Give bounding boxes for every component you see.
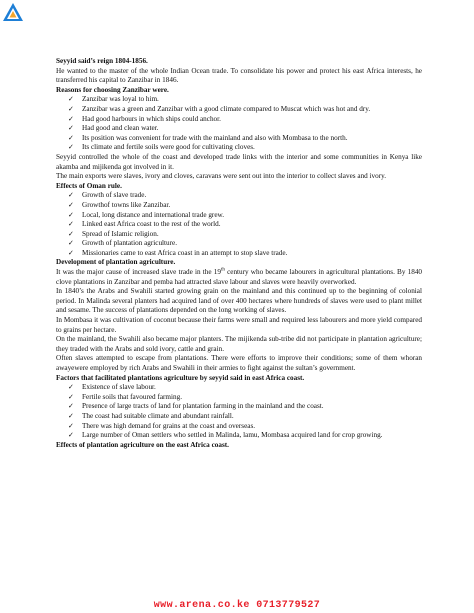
document-body xyxy=(56,57,422,450)
paragraph: In 1840’s the Arabs and Swahili started growing grain on the mainland and this continued up to the beginning of colonial period. In Malinda several planters had acquired land of over 400 hectares where hundreds of slaves were used to plant millet and sesame. The success of plantations depended on the long working of slaves. xyxy=(56,287,422,315)
paragraph: Seyyid controlled the whole of the coast and developed trade links with the interior and some communities in Kenya like akamba and mijikenda got involved in it. xyxy=(56,152,422,171)
checkmark-icon: ✓ xyxy=(68,239,74,248)
checkmark-icon: ✓ xyxy=(68,411,74,420)
paragraph: On the mainland, the Swahili also became major planters. The mijikenda sub-tribe did not participate in plantation agriculture; they traded with the Arabs and sold ivory, cattle and grain. xyxy=(56,335,422,353)
checkmark-icon: ✓ xyxy=(68,191,74,200)
checkmark-icon: ✓ xyxy=(68,431,74,440)
list-item xyxy=(68,124,422,134)
checkmark-icon: ✓ xyxy=(68,220,74,229)
paragraph-after: century who became labourers in agricultural plantations. By 1840 clove plantations in Zanzibar and pemba had attracted slave labour and slaves were heavily overworked. xyxy=(56,268,423,286)
list-item-text: Large number of Oman settlers who settled in Malinda, lamu, Mombasa acquired land for crop growing. xyxy=(82,431,383,440)
arena-logo-icon xyxy=(2,2,24,22)
bullet-list xyxy=(56,383,422,441)
list-item xyxy=(68,402,422,412)
list-item xyxy=(68,115,422,125)
checkmark-icon: ✓ xyxy=(68,392,74,401)
list-item xyxy=(68,211,422,221)
section-heading: Seyyid said’s reign 1804-1856. xyxy=(56,57,148,65)
checkmark-icon: ✓ xyxy=(68,200,74,209)
list-item-text: Presence of large tracts of land for plantation farming in the mainland and the coast. xyxy=(82,402,324,411)
list-item-text: Missionaries came to east Africa coast in an attempt to stop slave trade. xyxy=(82,248,288,257)
checkmark-icon: ✓ xyxy=(68,114,74,123)
list-item xyxy=(68,422,422,432)
checkmark-icon: ✓ xyxy=(68,95,74,104)
list-item-text: Its position was convenient for trade with the mainland and also with Mombasa to the north. xyxy=(82,133,348,142)
list-item xyxy=(68,431,422,441)
list-item xyxy=(68,393,422,403)
bullet-list xyxy=(56,95,422,153)
checkmark-icon: ✓ xyxy=(68,210,74,219)
paragraph: The main exports were slaves, ivory and cloves, caravans were sent out into the interior to collect slaves and ivory. xyxy=(56,172,387,181)
bullet-list xyxy=(56,191,422,258)
list-item-text: Spread of Islamic religion. xyxy=(82,229,159,238)
list-item-text: Existence of slave labour. xyxy=(82,383,156,392)
checkmark-icon: ✓ xyxy=(68,383,74,392)
footer-contact[interactable]: www.arena.co.ke 0713779527 xyxy=(153,600,321,611)
list-item-text: Had good harbours in which ships could anchor. xyxy=(82,114,221,123)
list-item-text: Growth of plantation agriculture. xyxy=(82,239,178,248)
list-item-text: Zanzibar was loyal to him. xyxy=(82,95,159,104)
list-item xyxy=(68,230,422,240)
list-item xyxy=(68,220,422,230)
list-item xyxy=(68,383,422,393)
section-heading: Factors that facilitated plantations agriculture by seyyid said in east Africa coast. xyxy=(56,373,305,382)
list-item-text: Its climate and fertile soils were good for cultivating cloves. xyxy=(82,143,255,152)
checkmark-icon: ✓ xyxy=(68,421,74,430)
checkmark-icon: ✓ xyxy=(68,248,74,257)
checkmark-icon: ✓ xyxy=(68,104,74,113)
list-item-text: Had good and clean water. xyxy=(82,124,159,133)
list-item xyxy=(68,143,422,153)
paragraph-before: It was the major cause of increased slave trade in the 19 xyxy=(56,268,221,277)
paragraph xyxy=(56,268,422,287)
paragraph: He wanted to the master of the whole Indian Ocean trade. To consolidate his power and protect his east Africa interests, he transferred his capital to Zanzibar in 1846. xyxy=(56,66,422,85)
section-heading: Effects of plantation agriculture on the east Africa coast. xyxy=(56,440,229,449)
list-item xyxy=(68,412,422,422)
section-heading: Reasons for choosing Zanzibar were. xyxy=(56,85,169,94)
list-item-text: Growth of slave trade. xyxy=(82,191,147,200)
list-item xyxy=(68,105,422,115)
list-item xyxy=(68,239,422,249)
list-item-text: Zanzibar was a green and Zanzibar with a good climate compared to Muscat which was hot and dry. xyxy=(82,104,371,113)
list-item xyxy=(68,134,422,144)
list-item-text: Growthof towns like Zanzibar. xyxy=(82,200,171,209)
list-item xyxy=(68,249,422,259)
checkmark-icon: ✓ xyxy=(68,229,74,238)
checkmark-icon: ✓ xyxy=(68,124,74,133)
section-heading: Development of plantation agriculture. xyxy=(56,258,176,267)
list-item xyxy=(68,191,422,201)
checkmark-icon: ✓ xyxy=(68,143,74,152)
list-item-text: Linked east Africa coast to the rest of the world. xyxy=(82,220,221,229)
list-item xyxy=(68,95,422,105)
paragraph-sup: th xyxy=(220,267,225,273)
list-item-text: Fertile soils that favoured farming. xyxy=(82,392,183,401)
paragraph: Often slaves attempted to escape from plantations. There were efforts to improve their conditions; some of them whoran awayewere employed by rich Arabs and Swahili in their armies to fight against the sultan’s government. xyxy=(56,354,422,372)
checkmark-icon: ✓ xyxy=(68,133,74,142)
list-item xyxy=(68,201,422,211)
checkmark-icon: ✓ xyxy=(68,402,74,411)
paragraph: In Mombasa it was cultivation of coconut because their farms were small and required less labourers and more yield compared to grains per hectare. xyxy=(56,316,422,334)
list-item-text: Local, long distance and international trade grew. xyxy=(82,210,225,219)
list-item-text: The coast had suitable climate and abundant rainfall. xyxy=(82,411,234,420)
list-item-text: There was high demand for grains at the coast and overseas. xyxy=(82,421,256,430)
section-heading: Effects of Oman rule. xyxy=(56,181,122,190)
